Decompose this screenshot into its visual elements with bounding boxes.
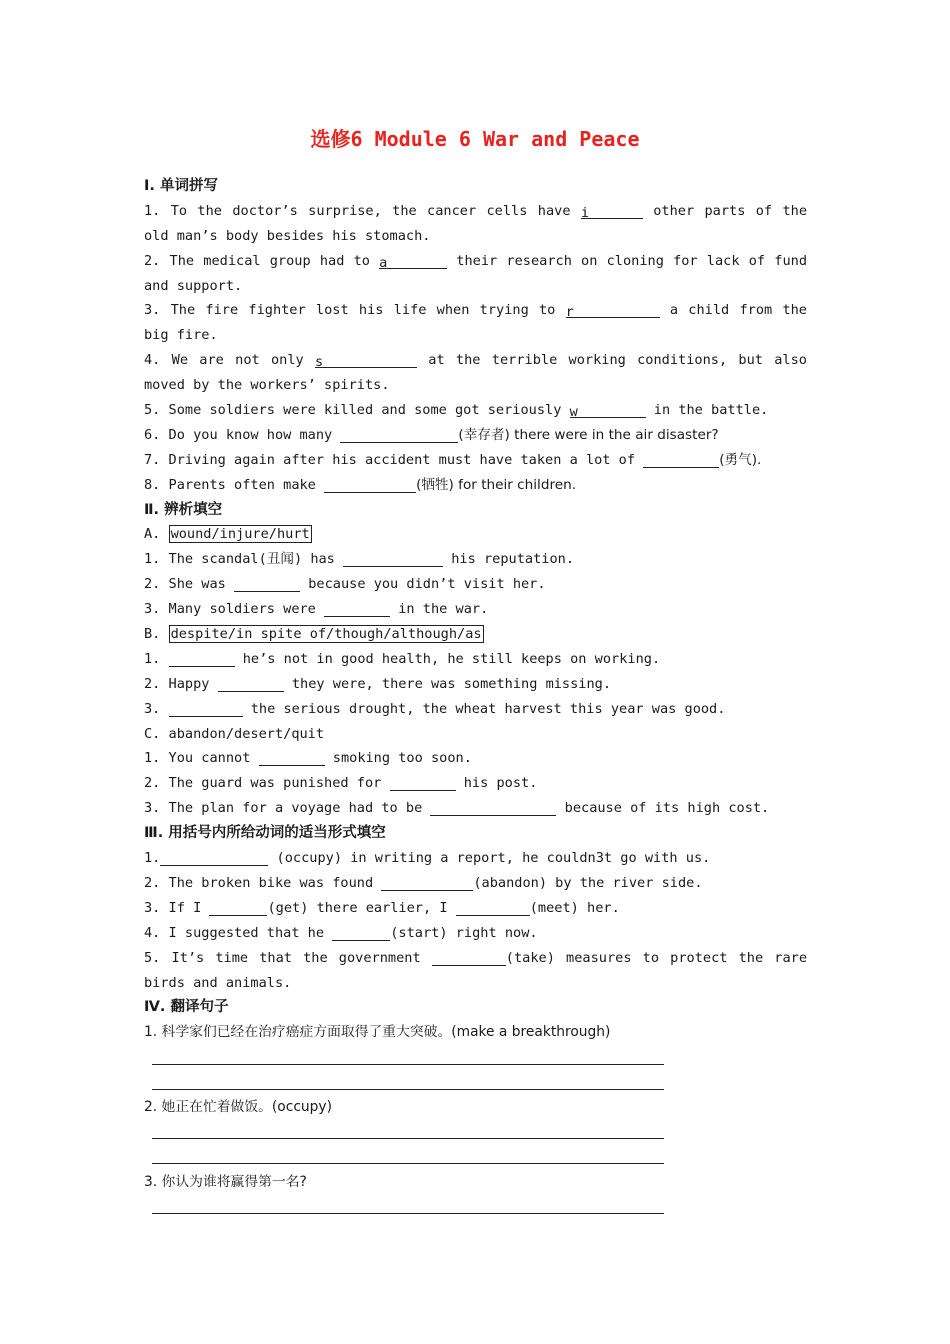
answer-line[interactable] — [152, 1089, 664, 1090]
blank[interactable] — [259, 748, 325, 766]
s2-a-line-1: 1. The scandal(丑闻) has his reputation. — [144, 551, 575, 568]
blank[interactable] — [456, 898, 530, 916]
s2-a-heading: A. wound/injure/hurt — [144, 526, 310, 543]
s2-c-heading: C. abandon/desert/quit — [144, 725, 325, 742]
section-4-heading: Ⅳ. 翻译句子 — [144, 999, 229, 1016]
worksheet-content — [144, 174, 807, 1045]
s4-item-1: 1. 科学家们已经在治疗癌症方面取得了重大突破。(make a breakthrough) — [144, 1024, 611, 1041]
blank[interactable] — [169, 649, 235, 667]
s1-line-3: 2. The medical group had to a their research on cloning for lack of fund — [144, 252, 807, 271]
blank[interactable] — [324, 475, 416, 493]
blank[interactable] — [332, 923, 390, 941]
s2-c-line-1: 1. You cannot smoking too soon. — [144, 750, 472, 767]
s3-line-5: 5. It’s time that the government (take) measures to protect the rare — [144, 949, 807, 966]
s3-line-3: 3. If I (get) there earlier, I (meet) her. — [144, 899, 620, 916]
s3-line-1: 1. (occupy) in writing a report, he couldn3t go with us. — [144, 850, 711, 867]
blank[interactable] — [324, 599, 390, 617]
s2-b-line-1: 1. he’s not in good health, he still keeps on working. — [144, 650, 661, 667]
blank[interactable]: i — [581, 201, 643, 219]
s1-line-7: 4. We are not only s at the terrible working conditions, but also — [144, 352, 807, 371]
blank[interactable] — [234, 574, 300, 592]
s1-line-10: 6. Do you know how many (幸存者) there were in the air disaster? — [144, 426, 719, 443]
answer-line[interactable] — [152, 1138, 664, 1139]
blank[interactable] — [343, 549, 443, 567]
blank[interactable] — [432, 948, 506, 966]
s3-line-4: 4. I suggested that he (start) right now. — [144, 924, 538, 941]
blank[interactable] — [430, 798, 556, 816]
s4-item-3: 3. 你认为谁将赢得第一名? — [144, 1174, 307, 1190]
section-3-heading: Ⅲ. 用括号内所给动词的适当形式填空 — [144, 825, 386, 842]
s1-line-6: big fire. — [144, 327, 218, 344]
section-1-heading: Ⅰ. 单词拼写 — [144, 178, 218, 194]
s3-line-2: 2. The broken bike was found (abandon) by the river side. — [144, 874, 703, 891]
blank[interactable] — [209, 898, 267, 916]
s2-b-heading: B. despite/in spite of/though/although/as — [144, 626, 482, 643]
s1-line-5: 3. The fire fighter lost his life when trying to r a child from the — [144, 302, 807, 321]
s3-line-6: birds and animals. — [144, 974, 292, 991]
blank[interactable]: s — [315, 350, 417, 368]
s4-item-2: 2. 她正在忙着做饭。(occupy) — [144, 1099, 332, 1115]
s1-line-8: moved by the workers’ spirits. — [144, 377, 390, 394]
answer-line[interactable] — [152, 1213, 664, 1214]
s2-a-line-2: 2. She was because you didn’t visit her. — [144, 576, 546, 593]
s2-c-line-3: 3. The plan for a voyage had to be because of its high cost. — [144, 800, 770, 817]
blank[interactable] — [218, 674, 284, 692]
s1-line-4: and support. — [144, 277, 243, 294]
answer-line[interactable] — [152, 1163, 664, 1164]
s1-line-1: 1. To the doctor’s surprise, the cancer cells have i other parts of the — [144, 202, 808, 221]
s1-line-2: old man’s body besides his stomach. — [144, 227, 431, 244]
blank[interactable] — [160, 848, 268, 866]
word-box-a: wound/injure/hurt — [170, 526, 310, 543]
blank[interactable] — [381, 873, 473, 891]
blank[interactable]: a — [379, 251, 447, 269]
blank[interactable] — [169, 699, 243, 717]
blank[interactable]: w — [570, 400, 646, 418]
s1-line-9: 5. Some soldiers were killed and some got seriously w in the battle. — [144, 402, 769, 421]
blank[interactable] — [390, 773, 456, 791]
s2-a-line-3: 3. Many soldiers were in the war. — [144, 601, 489, 618]
s2-b-line-2: 2. Happy they were, there was something missing. — [144, 675, 612, 692]
blank[interactable] — [340, 425, 458, 443]
section-2-heading: Ⅱ. 辨析填空 — [144, 501, 223, 518]
page-title: 选修6 Module 6 War and Peace — [310, 127, 640, 151]
answer-line[interactable] — [152, 1064, 664, 1065]
blank[interactable] — [643, 450, 719, 468]
s1-line-11: 7. Driving again after his accident must have taken a lot of (勇气). — [144, 451, 762, 468]
s1-line-12: 8. Parents often make (牺牲) for their children. — [144, 476, 577, 493]
s2-c-line-2: 2. The guard was punished for his post. — [144, 775, 538, 792]
s2-b-line-3: 3. the serious drought, the wheat harvest this year was good. — [144, 700, 726, 717]
word-box-b: despite/in spite of/though/although/as — [170, 626, 482, 643]
blank[interactable]: r — [566, 300, 660, 318]
